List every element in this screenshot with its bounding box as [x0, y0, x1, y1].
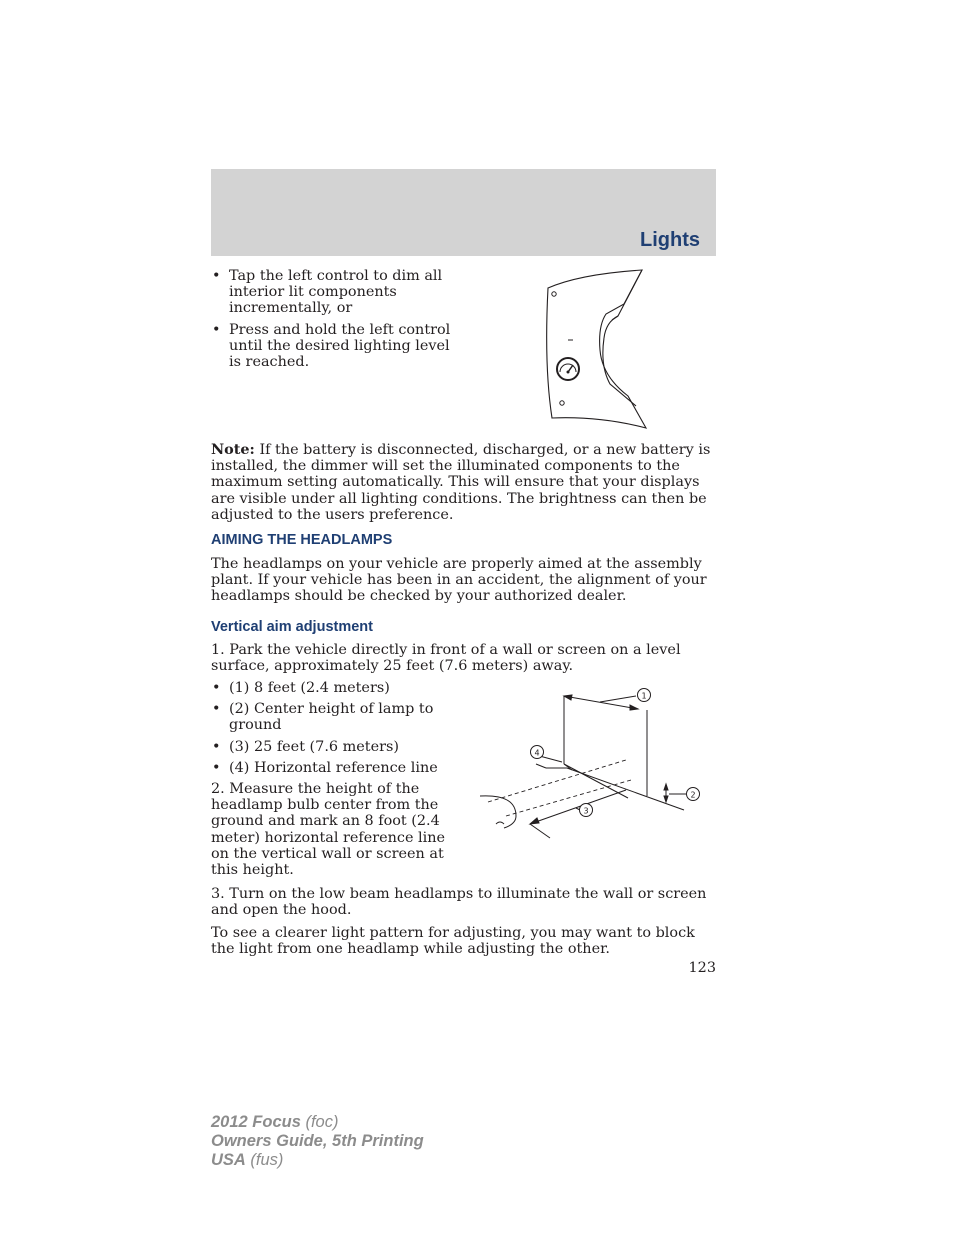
dimmer-bullet-list — [211, 268, 461, 370]
headlamp-aim-diagram — [476, 684, 708, 844]
dimension-1 — [564, 695, 638, 710]
step-2: 2. Measure the height of the headlamp bulb center from the ground and mark an 8 foot (2.4 meter) horizontal reference line on the vertical wall or screen at this height. — [211, 781, 446, 879]
dimmer-bullet-1: • Tap the left control to dim all interior lit components incrementally, or — [211, 268, 461, 317]
note-label: Note: — [211, 441, 255, 458]
callout-3 — [580, 804, 593, 817]
dimmer-instructions — [211, 268, 461, 375]
vertical-aim-subheading: Vertical aim adjustment — [211, 619, 373, 635]
svg-text:2: 2 — [690, 790, 696, 800]
footer-line-3: USA (fus) — [211, 1151, 284, 1169]
panel-screw-top — [552, 292, 556, 296]
legend-item-2: • (2) Center height of lamp to ground — [211, 701, 463, 733]
page-number: 123 — [688, 960, 716, 976]
dimmer-gauge-icon — [557, 358, 579, 380]
dimension-2 — [664, 784, 686, 802]
panel-screw-bottom — [560, 401, 564, 405]
aim-legend-list — [211, 680, 463, 776]
footer-line-1: 2012 Focus (foc) — [211, 1113, 339, 1131]
callout-1 — [638, 689, 651, 702]
wall-screen — [564, 696, 647, 798]
tip-paragraph: To see a clearer light pattern for adjusting, you may want to block the light from one headlamp while adjusting the other. — [211, 925, 695, 958]
callout-4 — [531, 746, 544, 759]
aiming-intro: The headlamps on your vehicle are properly aimed at the assembly plant. If your vehicle has been in an accident, the alignment of your headlamps should be checked by your authorized dealer. — [211, 556, 707, 605]
vehicle-front — [480, 796, 516, 828]
svg-text:4: 4 — [534, 748, 540, 758]
svg-text:1: 1 — [641, 691, 647, 701]
note-text: If the battery is disconnected, discharged, or a new battery is installed, the dimmer will set the illuminated components to the maximum setting automatically. This will ensure that your displays are visible under all lighting conditions. The brightness can then be adjusted to the users preference. — [211, 442, 711, 523]
legend-item-1: • (1) 8 feet (2.4 meters) — [211, 680, 463, 696]
svg-text:3: 3 — [583, 806, 589, 816]
section-title: Lights — [640, 229, 700, 251]
aim-legend — [211, 680, 463, 878]
callout-2 — [687, 788, 700, 801]
footer-line-2: Owners Guide, 5th Printing — [211, 1132, 424, 1150]
dimmer-bullet-2: • Press and hold the left control until the desired lighting level is reached. — [211, 322, 461, 371]
dimension-3 — [530, 790, 626, 838]
legend-item-4: • (4) Horizontal reference line — [211, 760, 463, 776]
reference-line — [536, 764, 684, 810]
instrument-panel-illustration — [540, 266, 650, 434]
section-header-band — [211, 169, 716, 256]
document-footer — [211, 1113, 424, 1170]
legend-item-3: • (3) 25 feet (7.6 meters) — [211, 739, 463, 755]
battery-note — [211, 442, 716, 523]
aiming-heading: AIMING THE HEADLAMPS — [211, 532, 393, 548]
panel-outline — [547, 270, 646, 428]
step-1: 1. Park the vehicle directly in front of a wall or screen on a level surface, approximately 25 feet (7.6 meters) away. — [211, 642, 681, 675]
step-3: 3. Turn on the low beam headlamps to illuminate the wall or screen and open the hood. — [211, 886, 707, 919]
